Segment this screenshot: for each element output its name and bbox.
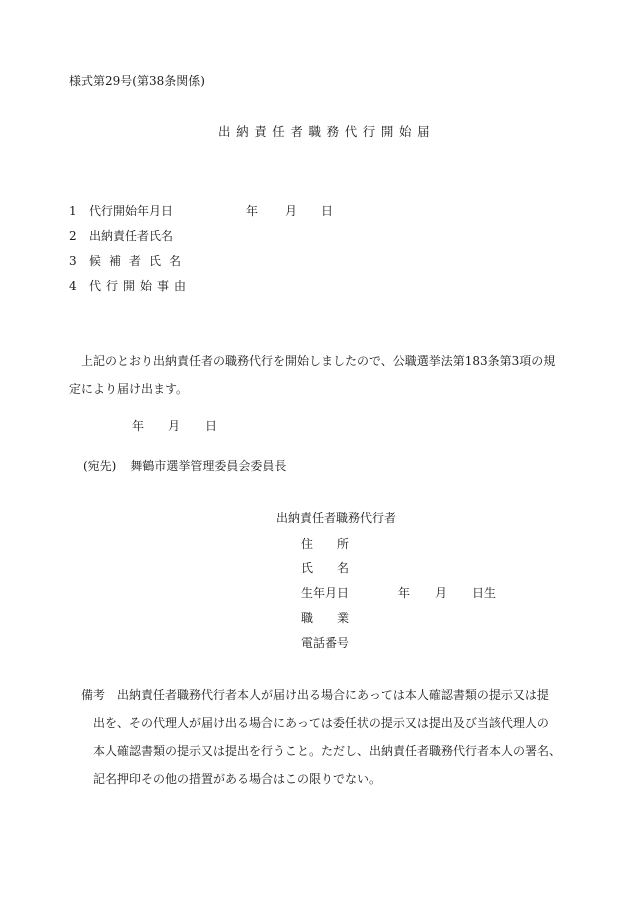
submission-month-unit: 月 <box>168 419 181 433</box>
form-number: 様式第29号(第38条関係) <box>69 74 205 88</box>
item-label: 候補者氏名 <box>89 254 190 268</box>
item-label: 代行開始年月日 <box>89 204 174 218</box>
statement-line-2: 定により届け出ます。 <box>69 382 189 396</box>
note-line-4: 記名押印その他の措置がある場合はこの限りでない。 <box>93 772 382 786</box>
applicant-heading: 出納責任者職務代行者 <box>276 511 397 525</box>
note-line-1: 備考 出納責任者職務代行者本人が届け出る場合にあっては本人確認書類の提示又は提 <box>81 688 549 702</box>
start-month-unit: 月 <box>285 204 298 218</box>
item-candidate-name <box>69 253 189 269</box>
occupation-label: 職業 <box>301 611 349 625</box>
addressee <box>83 458 286 474</box>
item-label: 代行開始事由 <box>89 279 192 293</box>
note-label: 備考 <box>81 688 106 702</box>
submission-day-unit: 日 <box>205 419 218 433</box>
item-number: 2 <box>69 229 77 243</box>
birth-day-unit: 日生 <box>472 586 497 600</box>
document-title: 出納責任者職務代行開始届 <box>218 124 436 139</box>
birth-month-unit: 月 <box>435 586 448 600</box>
submission-year-unit: 年 <box>132 419 145 433</box>
birth-date-label: 生年月日 <box>301 586 350 600</box>
item-treasurer-name <box>69 228 173 244</box>
item-reason <box>69 278 191 294</box>
phone-label: 電話番号 <box>301 636 350 650</box>
birth-year-unit: 年 <box>398 586 411 600</box>
item-label: 出納責任者氏名 <box>89 229 174 243</box>
statement-line-1: 上記のとおり出納責任者の職務代行を開始しましたので、公職選挙法第183条第3項の規 <box>81 354 556 368</box>
item-start-date <box>69 203 173 219</box>
start-day-unit: 日 <box>321 204 334 218</box>
addressee-prefix: (宛先) <box>83 459 117 473</box>
note-line-3: 本人確認書類の提示又は提出を行うこと。ただし、出納責任者職務代行者本人の署名、 <box>93 744 562 758</box>
start-year-unit: 年 <box>246 204 259 218</box>
note-line-2: 出を、その代理人が届け出る場合にあっては委任状の提示又は提出及び当該代理人の <box>93 716 549 730</box>
item-number: 4 <box>69 279 77 293</box>
address-label: 住所 <box>301 537 349 551</box>
name-label: 氏名 <box>301 561 349 575</box>
item-number: 3 <box>69 254 77 268</box>
item-number: 1 <box>69 204 77 218</box>
addressee-name: 舞鶴市選挙管理委員会委員長 <box>130 459 287 473</box>
